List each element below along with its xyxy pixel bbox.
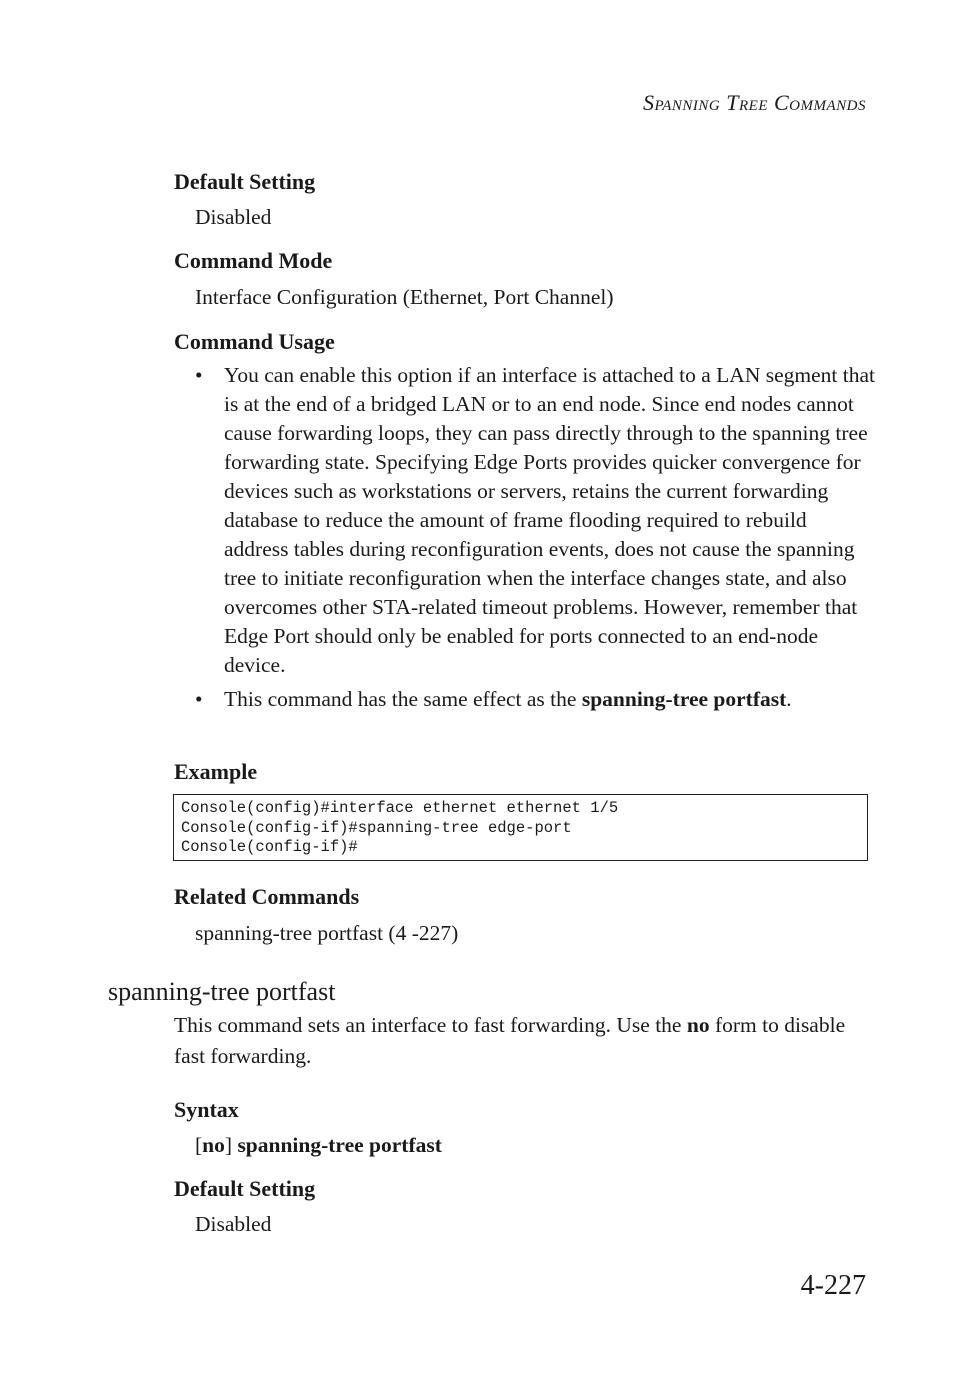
running-header: Spanning Tree Commands bbox=[643, 90, 866, 115]
default-setting-value: Disabled bbox=[195, 205, 272, 229]
command-usage-heading: Command Usage bbox=[174, 329, 335, 354]
default-setting-heading-2: Default Setting bbox=[174, 1176, 316, 1201]
usage-bullet-2-suffix: . bbox=[786, 687, 792, 711]
command-mode-heading: Command Mode bbox=[174, 248, 333, 273]
section-title: spanning-tree portfast bbox=[108, 977, 336, 1006]
bullet-icon: • bbox=[195, 687, 203, 711]
default-setting-value-2: Disabled bbox=[195, 1212, 272, 1236]
related-commands-heading: Related Commands bbox=[174, 884, 360, 909]
list-item bbox=[195, 685, 875, 714]
desc-suffix: form to disable fast forwarding. bbox=[174, 1013, 846, 1068]
syntax-heading: Syntax bbox=[174, 1097, 239, 1122]
syntax-command: spanning-tree portfast bbox=[237, 1133, 442, 1157]
usage-bullet-2-command: spanning-tree portfast bbox=[581, 687, 787, 711]
example-heading: Example bbox=[174, 759, 258, 784]
syntax-open-bracket: [ bbox=[195, 1133, 203, 1157]
list-item bbox=[195, 361, 875, 680]
syntax-no: no bbox=[202, 1133, 225, 1157]
default-setting-heading: Default Setting bbox=[174, 169, 316, 194]
usage-bullet-2-prefix: This command has the same effect as the bbox=[224, 687, 582, 711]
command-mode-value: Interface Configuration (Ethernet, Port Channel) bbox=[195, 285, 614, 309]
command-usage-list bbox=[195, 361, 875, 719]
desc-prefix: This command sets an interface to fast forwarding. Use the bbox=[174, 1013, 687, 1037]
page-number: 4-227 bbox=[800, 1270, 866, 1301]
syntax-close-bracket: ] bbox=[224, 1133, 238, 1157]
syntax-line bbox=[195, 1133, 442, 1158]
desc-no-keyword: no bbox=[686, 1013, 710, 1037]
portfast-description bbox=[174, 1010, 864, 1072]
usage-bullet-1: You can enable this option if an interface is attached to a LAN segment that is at the end of a bridged LAN or to an end node. Since end nodes cannot cause forwarding loops, they can pass directly through to the spanning tree forwarding state. Specifying Edge Ports provides quicker convergence for devices such as workstations or servers, retains the current forwarding database to reduce the amount of frame flooding required to rebuild address tables during reconfiguration events, does not cause the spanning tree to initiate reconfiguration when the interface changes state, and also overcomes other STA-related timeout problems. However, remember that Edge Port should only be enabled for ports connected to an end-node device. bbox=[224, 363, 875, 677]
example-code-block: Console(config)#interface ethernet ethernet 1/5 Console(config-if)#spanning-tree edge-port Console(config-if)# bbox=[173, 794, 868, 861]
bullet-icon: • bbox=[195, 363, 203, 387]
related-commands-value: spanning-tree portfast (4 -227) bbox=[195, 921, 459, 945]
